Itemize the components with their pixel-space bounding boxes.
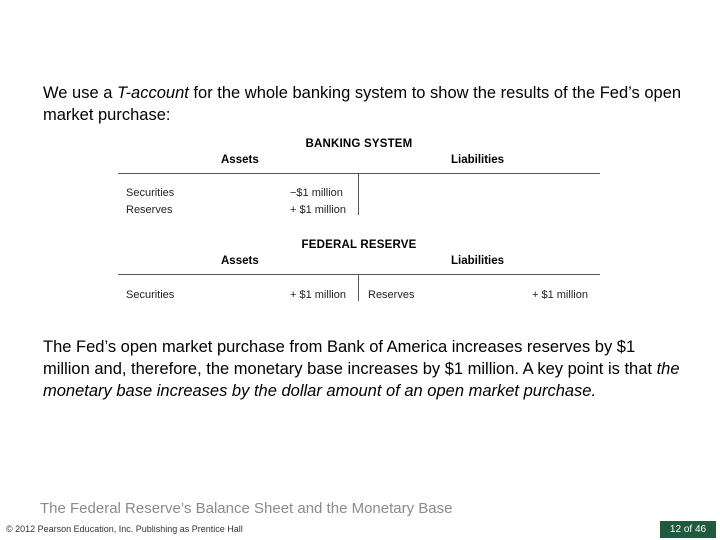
- asset-row-label: Reserves: [126, 204, 173, 216]
- intro-text: We use a: [43, 84, 117, 102]
- intro-paragraph: [43, 82, 683, 126]
- asset-row-label: Securities: [126, 187, 175, 199]
- liability-row-value: + $1 million: [532, 289, 588, 301]
- page-number-badge: 12 of 46: [660, 521, 716, 538]
- section-title: The Federal Reserve’s Balance Sheet and the Monetary Base: [40, 500, 453, 517]
- federal-reserve-t-account: [118, 239, 600, 303]
- t-account-vertical-rule: [358, 173, 359, 215]
- liabilities-heading: Liabilities: [451, 255, 505, 267]
- copyright-notice: © 2012 Pearson Education, Inc. Publishing as Prentice Hall: [6, 524, 243, 534]
- assets-heading: Assets: [221, 154, 259, 166]
- intro-emphasis: T-account: [116, 84, 189, 102]
- t-account-horizontal-rule: [118, 173, 600, 174]
- banking-system-t-account: [118, 138, 600, 218]
- liabilities-heading: Liabilities: [451, 154, 505, 166]
- explanation-paragraph: [43, 336, 683, 402]
- assets-heading: Assets: [221, 255, 259, 267]
- asset-row-value: −$1 million: [290, 187, 343, 199]
- intro-text-end: for the whole banking system to show the results of the Fed’s open market purchase:: [43, 84, 682, 124]
- t-account-horizontal-rule: [118, 274, 600, 275]
- t-account-title: FEDERAL RESERVE: [301, 239, 417, 251]
- explanation-text: The Fed’s open market purchase from Bank of America increases reserves by $1 million and, therefore, the monetary base increases by $1 million. A key point is that: [43, 338, 657, 378]
- t-account-vertical-rule: [358, 274, 359, 301]
- liability-row-label: Reserves: [368, 289, 415, 301]
- asset-row-label: Securities: [126, 289, 175, 301]
- asset-row-value: + $1 million: [290, 204, 346, 216]
- t-account-title: BANKING SYSTEM: [305, 138, 413, 150]
- asset-row-value: + $1 million: [290, 289, 346, 301]
- key-point-emphasis: the monetary base increases by the dollar amount of an open market purchase.: [43, 360, 680, 400]
